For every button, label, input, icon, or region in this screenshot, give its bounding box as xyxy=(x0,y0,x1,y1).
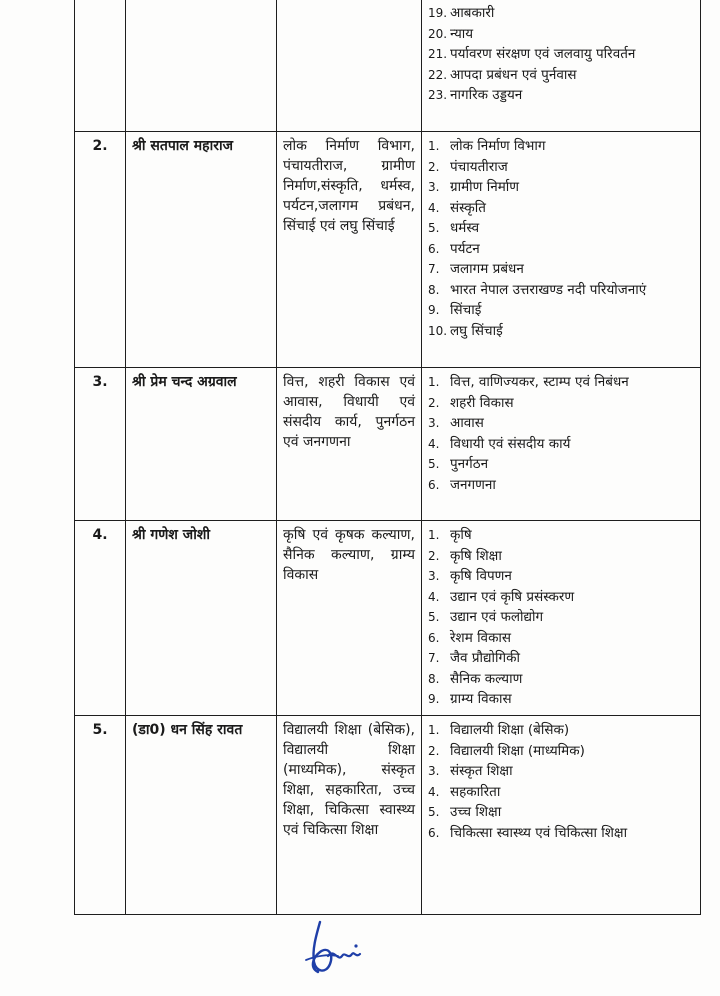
minister-name: श्री सतपाल महाराज xyxy=(126,132,277,368)
list-item-number: 19. xyxy=(428,6,448,20)
list-item-text: शहरी विकास xyxy=(450,394,514,411)
department-list-item xyxy=(428,669,694,690)
department-list-item xyxy=(428,823,694,844)
department-list xyxy=(428,3,694,106)
list-item-number: 6. xyxy=(428,825,440,840)
list-item-number: 6. xyxy=(428,241,440,256)
list-item-text: लघु सिंचाई xyxy=(450,322,503,339)
table-row xyxy=(75,0,701,132)
department-list-item xyxy=(428,259,694,280)
list-item-text: पर्यावरण संरक्षण एवं जलवायु परिवर्तन xyxy=(450,46,636,62)
department-list-item xyxy=(428,689,694,710)
list-item-number: 6. xyxy=(428,630,440,645)
list-item-number: 1. xyxy=(428,528,440,542)
list-item-text: आवास xyxy=(450,415,484,431)
list-item-text: उद्यान एवं कृषि प्रसंस्करण xyxy=(450,588,575,605)
table-row xyxy=(75,368,701,521)
list-item-number: 1. xyxy=(428,139,440,153)
list-item-text: न्याय xyxy=(450,25,474,42)
department-summary: विद्यालयी शिक्षा (बेसिक), विद्यालयी शिक्षा (माध्यमिक), संस्कृत शिक्षा, सहकारिता, उच्च शिक्षा, चिकित्सा स्वास्थ्य एवं चिकित्सा शिक्षा xyxy=(277,716,422,915)
department-list-cell xyxy=(422,716,701,915)
department-list-item xyxy=(428,525,694,546)
list-item-text: उद्यान एवं फलोद्योग xyxy=(450,609,544,625)
list-item-number: 8. xyxy=(428,671,440,686)
serial-number: 3. xyxy=(75,368,126,521)
department-list-item xyxy=(428,607,694,628)
list-item-text: जनगणना xyxy=(450,476,496,493)
department-list-item xyxy=(428,300,694,321)
list-item-text: सिंचाई xyxy=(450,302,482,318)
list-item-text: ग्रामीण निर्माण xyxy=(450,179,520,195)
department-summary: वित्त, शहरी विकास एवं आवास, विधायी एवं संसदीय कार्य, पुनर्गठन एवं जनगणना xyxy=(277,368,422,521)
minister-name: (डा0) धन सिंह रावत xyxy=(126,716,277,915)
list-item-number: 9. xyxy=(428,692,440,706)
department-list-item xyxy=(428,321,694,342)
list-item-text: जैव प्रौद्योगिकी xyxy=(450,650,520,666)
department-list-cell xyxy=(422,521,701,716)
department-list-item xyxy=(428,218,694,239)
list-item-text: विद्यालयी शिक्षा (बेसिक) xyxy=(450,722,570,738)
serial-number: 5. xyxy=(75,716,126,915)
department-summary: लोक निर्माण विभाग, पंचायतीराज, ग्रामीण निर्माण,संस्कृति, धर्मस्व, पर्यटन,जलागम प्रबंधन, सिंचाई एवं लघु सिंचाई xyxy=(277,132,422,368)
list-item-text: आबकारी xyxy=(450,5,495,21)
department-list xyxy=(428,136,694,341)
list-item-text: भारत नेपाल उत्तराखण्ड नदी परियोजनाएं xyxy=(450,281,647,298)
list-item-text: लोक निर्माण विभाग xyxy=(450,138,546,154)
list-item-number: 22. xyxy=(428,67,448,82)
serial-number: 4. xyxy=(75,521,126,716)
list-item-text: संस्कृति xyxy=(450,199,486,216)
department-list-item xyxy=(428,434,694,455)
department-list-item xyxy=(428,24,694,45)
list-item-number: 10. xyxy=(428,323,448,338)
department-list-item xyxy=(428,136,694,157)
department-list-item xyxy=(428,44,694,65)
department-list-item xyxy=(428,720,694,741)
department-list-item xyxy=(428,628,694,649)
department-list-item xyxy=(428,546,694,567)
list-item-text: उच्च शिक्षा xyxy=(450,804,502,820)
list-item-number: 7. xyxy=(428,651,440,665)
portfolio-allocation-table xyxy=(74,0,701,915)
list-item-number: 4. xyxy=(428,784,440,799)
table-row xyxy=(75,521,701,716)
department-list-item xyxy=(428,413,694,434)
list-item-number: 4. xyxy=(428,436,440,451)
list-item-number: 7. xyxy=(428,262,440,276)
list-item-text: जलागम प्रबंधन xyxy=(450,261,524,277)
list-item-text: कृषि शिक्षा xyxy=(450,547,502,564)
list-item-number: 4. xyxy=(428,200,440,215)
table-row xyxy=(75,716,701,915)
list-item-number: 3. xyxy=(428,764,440,778)
list-item-number: 5. xyxy=(428,610,440,624)
department-list-item xyxy=(428,761,694,782)
department-list xyxy=(428,372,694,495)
list-item-text: धर्मस्व xyxy=(450,220,480,236)
department-list xyxy=(428,525,694,710)
list-item-number: 5. xyxy=(428,221,440,235)
list-item-number: 3. xyxy=(428,416,440,430)
department-list-item xyxy=(428,85,694,106)
list-item-text: पुनर्गठन xyxy=(450,456,489,472)
department-list-cell xyxy=(422,368,701,521)
list-item-number: 1. xyxy=(428,375,440,389)
list-item-number: 2. xyxy=(428,548,440,563)
department-list-item xyxy=(428,177,694,198)
list-item-number: 4. xyxy=(428,589,440,604)
list-item-text: पंचायतीराज xyxy=(450,158,508,175)
serial-number xyxy=(75,0,126,132)
list-item-text: विद्यालयी शिक्षा (माध्यमिक) xyxy=(450,742,585,759)
list-item-number: 5. xyxy=(428,805,440,819)
minister-name: श्री प्रेम चन्द अग्रवाल xyxy=(126,368,277,521)
department-list-item xyxy=(428,648,694,669)
department-list-item xyxy=(428,475,694,496)
list-item-number: 9. xyxy=(428,303,440,317)
list-item-number: 3. xyxy=(428,569,440,583)
list-item-text: नागरिक उड्डयन xyxy=(450,87,523,103)
department-list-item xyxy=(428,372,694,393)
list-item-number: 2. xyxy=(428,743,440,758)
list-item-number: 1. xyxy=(428,723,440,737)
list-item-text: ग्राम्य विकास xyxy=(450,691,512,707)
department-list-item xyxy=(428,393,694,414)
department-list-item xyxy=(428,3,694,24)
department-list-item xyxy=(428,566,694,587)
list-item-number: 20. xyxy=(428,26,448,41)
department-list-item xyxy=(428,157,694,178)
department-list xyxy=(428,720,694,843)
list-item-number: 2. xyxy=(428,395,440,410)
list-item-text: सहकारिता xyxy=(450,783,501,800)
list-item-text: चिकित्सा स्वास्थ्य एवं चिकित्सा शिक्षा xyxy=(450,824,628,841)
department-list-cell xyxy=(422,132,701,368)
list-item-text: पर्यटन xyxy=(450,240,480,257)
department-list-item xyxy=(428,802,694,823)
department-list-cell xyxy=(422,0,701,132)
minister-name xyxy=(126,0,277,132)
list-item-text: सैनिक कल्याण xyxy=(450,670,523,687)
list-item-number: 3. xyxy=(428,180,440,194)
list-item-text: संस्कृत शिक्षा xyxy=(450,763,513,779)
department-summary: कृषि एवं कृषक कल्याण, सैनिक कल्याण, ग्राम्य विकास xyxy=(277,521,422,716)
list-item-number: 21. xyxy=(428,47,448,61)
list-item-text: विधायी एवं संसदीय कार्य xyxy=(450,435,571,452)
list-item-number: 5. xyxy=(428,457,440,471)
department-list-item xyxy=(428,198,694,219)
list-item-text: कृषि विपणन xyxy=(450,568,512,584)
list-item-number: 8. xyxy=(428,282,440,297)
department-list-item xyxy=(428,454,694,475)
list-item-number: 6. xyxy=(428,477,440,492)
list-item-number: 23. xyxy=(428,88,448,102)
list-item-text: रेशम विकास xyxy=(450,629,512,646)
department-list-item xyxy=(428,587,694,608)
serial-number: 2. xyxy=(75,132,126,368)
list-item-text: आपदा प्रबंधन एवं पुर्नवास xyxy=(450,66,577,83)
department-list-item xyxy=(428,280,694,301)
department-summary xyxy=(277,0,422,132)
list-item-text: कृषि xyxy=(450,527,472,543)
minister-name: श्री गणेश जोशी xyxy=(126,521,277,716)
table-row xyxy=(75,132,701,368)
department-list-item xyxy=(428,741,694,762)
department-list-item xyxy=(428,239,694,260)
list-item-number: 2. xyxy=(428,159,440,174)
department-list-item xyxy=(428,782,694,803)
department-list-item xyxy=(428,65,694,86)
handwritten-signature xyxy=(298,916,378,980)
list-item-text: वित्त, वाणिज्यकर, स्टाम्प एवं निबंधन xyxy=(450,374,629,390)
